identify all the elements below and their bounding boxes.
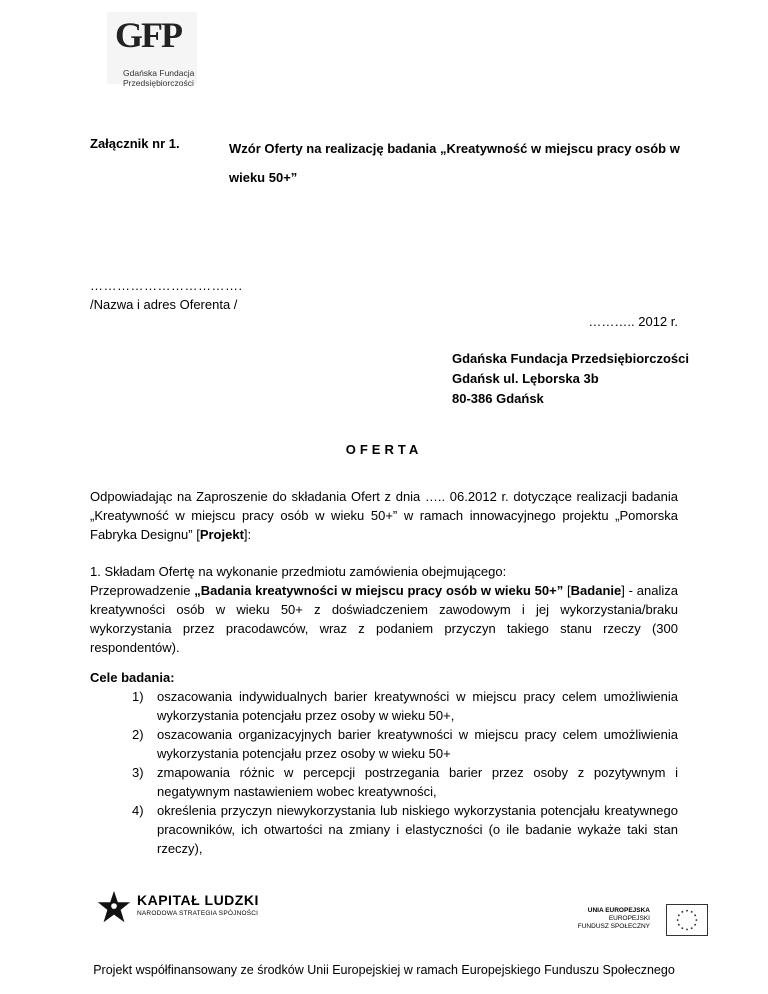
addressee-block (452, 349, 689, 409)
offer-item-1-lead: Przeprowadzenie (90, 583, 195, 598)
goal-text: określenia przyczyn niewykorzystania lub niskiego wykorzystania potencjału kreatywnego pracowników, ich otwartości na zmiany i elastyczności (o ile badanie wykaże taki stan rzeczy), (157, 803, 678, 856)
intro-paragraph (90, 487, 678, 544)
offerer-label: /Nazwa i adres Oferenta / (90, 297, 238, 312)
eu-logo-line1: UNIA EUROPEJSKA (587, 907, 650, 914)
goal-item (90, 801, 678, 858)
attachment-title: Wzór Oferty na realizację badania „Kreatywność w miejscu pracy osób w wieku 50+” (229, 141, 680, 185)
eu-logo-line2: EUROPEJSKI (608, 915, 650, 922)
goal-text: zmapowania różnic w percepcji postrzegania barier przez osoby z pozytywnym i negatywnym nastawieniem wobec kreatywności, (157, 765, 678, 799)
eu-logo-line3: FUNDUSZ SPOŁECZNY (577, 923, 650, 930)
offer-heading: OFERTA (345, 442, 423, 457)
gfp-logo (107, 12, 197, 88)
eu-flag-icon (666, 904, 708, 936)
offer-item-1-rest: ] - analiza kreatywności osób w wieku 50+ z doświadczeniem zawodowym i jej wykorzystania/braku wykorzystania przez pracodawców, wraz z podaniem przyczyn takiego stanu rzeczy (300 respondentów). (90, 583, 678, 655)
goal-number: 2) (132, 727, 144, 742)
gfp-logo-mark: GFP (115, 15, 181, 55)
eu-logo (570, 904, 710, 938)
kapital-ludzki-subtitle: NARODOWA STRATEGIA SPÓJNOŚCI (137, 910, 259, 917)
offer-item-1-body (90, 581, 678, 657)
offerer-dots-line: ……………………………. (90, 278, 243, 293)
eu-logo-text (570, 907, 650, 931)
addressee-street: Gdańsk ul. Lęborska 3b (452, 371, 599, 386)
offer-item-1-bold-title: „Badania kreatywności w miejscu pracy osób w wieku 50+” (194, 583, 564, 598)
goal-item (90, 687, 678, 725)
gfp-logo-line1: Gdańska Fundacja (123, 68, 195, 78)
footer-note: Projekt współfinansowany ze środków Unii Europejskiej w ramach Europejskiego Funduszu Społecznego (93, 963, 675, 977)
goal-number: 4) (132, 803, 144, 818)
kapital-ludzki-star-icon (95, 888, 133, 926)
kapital-ludzki-title: KAPITAŁ LUDZKI (137, 892, 259, 908)
goals-list (90, 687, 678, 858)
gfp-logo-line2: Przedsiębiorczości (123, 78, 194, 88)
goal-text: oszacowania indywidualnych barier kreatywności w miejscu pracy celem umożliwienia wykorzystania potencjału przez osoby w wieku 50+, (157, 689, 678, 723)
goal-item (90, 725, 678, 763)
intro-project-label: Projekt (199, 527, 244, 542)
intro-text-before: Odpowiadając na Zaproszenie do składania Ofert z dnia ….. 06.2012 r. dotyczące realizacji badania „Kreatywność w miejscu pracy osób w wieku 50+” w ramach innowacyjnego projektu „Pomorska Fabryka Designu” [ (90, 489, 678, 542)
offer-item-1-bold-short: Badanie (570, 583, 622, 598)
offer-item-1-line1: 1. Składam Ofertę na wykonanie przedmiotu zamówienia obejmującego: (90, 564, 507, 579)
goal-text: oszacowania organizacyjnych barier kreatywności w miejscu pracy celem umożliwienia wykorzystania potencjału przez osoby w wieku 50+ (157, 727, 678, 761)
addressee-city: 80-386 Gdańsk (452, 391, 544, 406)
addressee-name: Gdańska Fundacja Przedsiębiorczości (452, 351, 689, 366)
goals-heading: Cele badania: (90, 670, 175, 685)
date-line: ……….. 2012 r. (588, 314, 678, 329)
goal-number: 3) (132, 765, 144, 780)
offer-item-1 (90, 562, 678, 657)
goal-number: 1) (132, 689, 144, 704)
kapital-ludzki-logo (93, 880, 263, 940)
intro-text-after: ]: (243, 527, 252, 542)
attachment-label: Załącznik nr 1. (90, 136, 180, 151)
offer-item-1-bracket-open: [ (563, 583, 571, 598)
goal-item (90, 763, 678, 801)
